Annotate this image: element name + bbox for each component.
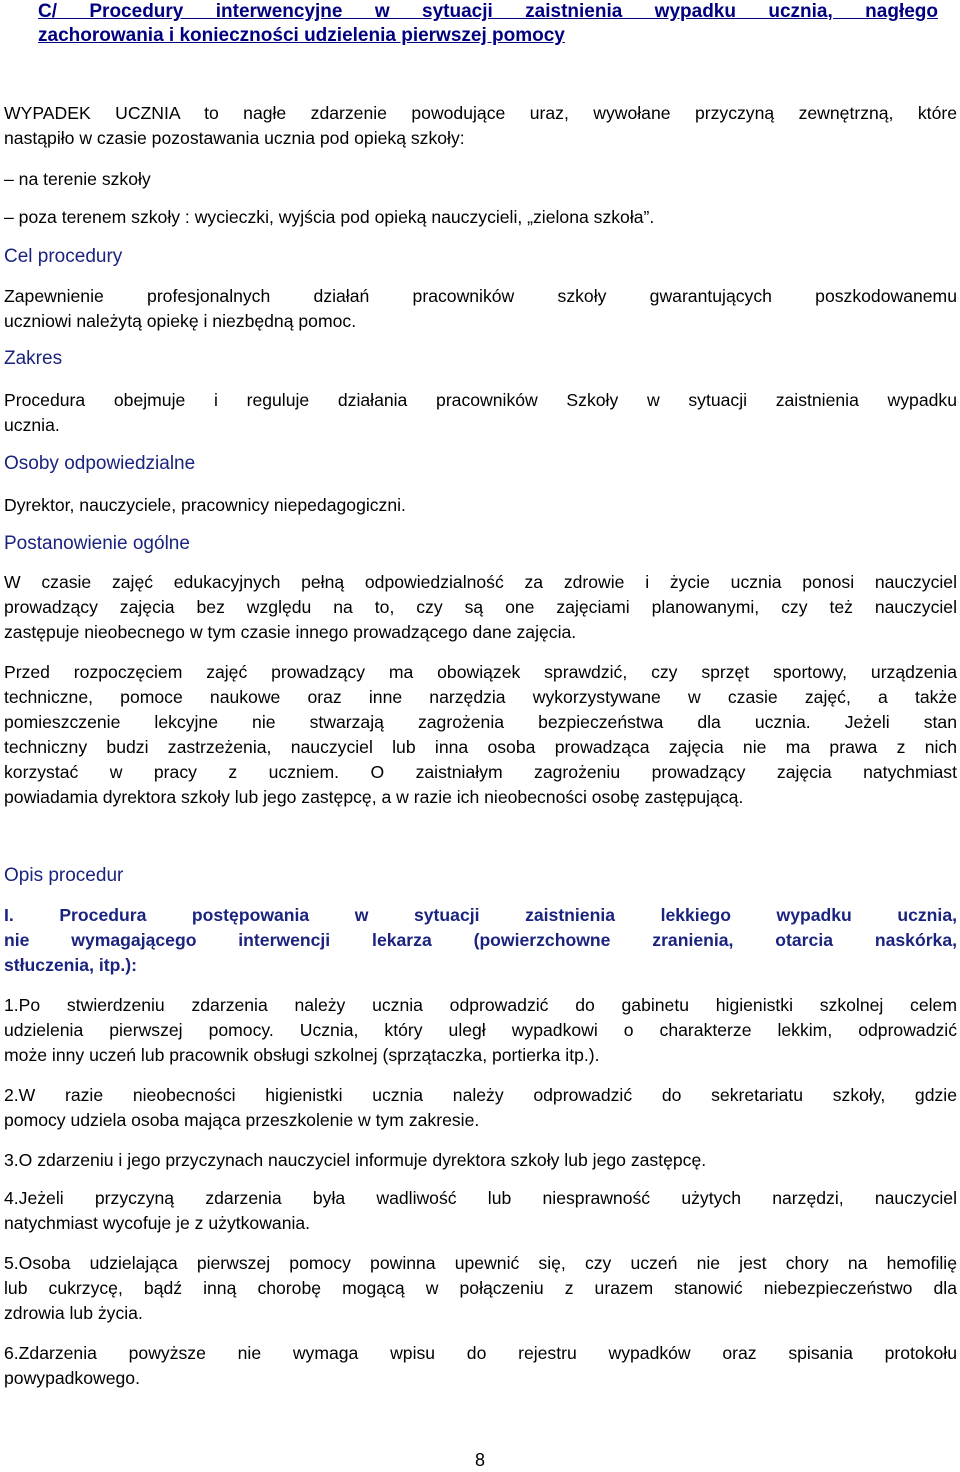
list-item-line: może inny uczeń lub pracownik obsługi szkolnej (sprzątaczka, portierka itp.). (4, 1045, 600, 1065)
list-item-line: pomocy udziela osoba mająca przeszkolenie w tym zakresie. (4, 1110, 480, 1130)
section-heading-cel: Cel procedury (4, 246, 123, 267)
procedure-heading-line: nie wymagającego interwencji lekarza (powierzchowne zranienia, otarcia naskórka, (4, 930, 957, 950)
procedure-heading-line: stłuczenia, itp.): (4, 955, 137, 975)
paragraph-line: zastępuje nieobecnego w tym czasie innego prowadzącego dane zajęcia. (4, 622, 577, 642)
paragraph-line: uczniowi należytą opiekę i niezbędną pomoc. (4, 311, 357, 331)
paragraph-line: Procedura obejmuje i reguluje działania pracowników Szkoły w sytuacji zaistnienia wypadku (4, 390, 957, 410)
paragraph-line: prowadzący zajęcia bez względu na to, czy są one zajęciami planowanymi, czy też nauczyciel (4, 597, 957, 617)
paragraph-line: W czasie zajęć edukacyjnych pełną odpowiedzialność za zdrowie i życie ucznia ponosi nauczyciel (4, 572, 957, 592)
paragraph-line: Zapewnienie profesjonalnych działań pracowników szkoły gwarantujących poszkodowanemu (4, 286, 957, 306)
title-line: C/ Procedury interwencyjne w sytuacji zaistnienia wypadku ucznia, nagłego (38, 1, 938, 22)
list-item-line: natychmiast wycofuje je z użytkowania. (4, 1213, 311, 1233)
list-item-line: powypadkowego. (4, 1368, 140, 1388)
paragraph-line: korzystać w pracy z uczniem. O zaistniałym zagrożeniu prowadzący zajęcia natychmiast (4, 762, 957, 782)
paragraph-line: techniczny budzi zastrzeżenia, nauczyciel lub inna osoba prowadząca zajęcia nie ma prawa z nich (4, 737, 957, 757)
list-item-line: lub cukrzycę, bądź inną chorobę mogącą w połączeniu z urazem stanowić niebezpieczeństwo dla (4, 1278, 957, 1298)
list-item-line: 1.Po stwierdzeniu zdarzenia należy ucznia odprowadzić do gabinetu higienistki szkolnej celem (4, 995, 957, 1015)
list-item-line: zdrowia lub życia. (4, 1303, 143, 1323)
page-number: 8 (474, 1450, 485, 1470)
definition-bullet: – na terenie szkoły (4, 169, 151, 189)
paragraph-line: pomieszczenie lekcyjne nie stwarzają zagrożenia bezpieczeństwa dla ucznia. Jeżeli stan (4, 712, 957, 732)
list-item-line: 2.W razie nieobecności higienistki ucznia należy odprowadzić do sekretariatu szkoły, gdzie (4, 1085, 957, 1105)
list-item-line: 6.Zdarzenia powyższe nie wymaga wpisu do rejestru wypadków oraz spisania protokołu (4, 1343, 957, 1363)
document-title (38, 0, 938, 48)
section-heading-postanowienie: Postanowienie ogólne (4, 533, 190, 554)
section-heading-opis: Opis procedur (4, 865, 124, 886)
definition-line: WYPADEK UCZNIA to nagłe zdarzenie powodujące uraz, wywołane przyczyną zewnętrzną, które (4, 103, 957, 123)
definition-line: nastąpiło w czasie pozostawania ucznia pod opieką szkoły: (4, 128, 465, 148)
section-heading-zakres: Zakres (4, 348, 63, 369)
paragraph-line: Dyrektor, nauczyciele, pracownicy niepedagogiczni. (4, 495, 406, 515)
list-item-line: 4.Jeżeli przyczyną zdarzenia była wadliwość lub niesprawność użytych narzędzi, nauczyciel (4, 1188, 957, 1208)
paragraph-line: techniczne, pomoce naukowe oraz inne narzędzia wykorzystywane w czasie zajęć, a także (4, 687, 957, 707)
paragraph-line: Przed rozpoczęciem zajęć prowadzący ma obowiązek sprawdzić, czy sprzęt sportowy, urządzenia (4, 662, 957, 682)
definition-bullet: – poza terenem szkoły : wycieczki, wyjścia pod opieką nauczycieli, „zielona szkoła”. (4, 207, 655, 227)
list-item-line: 5.Osoba udzielająca pierwszej pomocy powinna upewnić się, czy uczeń nie jest chory na hemofilię (4, 1253, 957, 1273)
title-line: zachorowania i konieczności udzielenia pierwszej pomocy (38, 25, 565, 46)
procedure-heading-line: I. Procedura postępowania w sytuacji zaistnienia lekkiego wypadku ucznia, (4, 905, 957, 925)
list-item-line: 3.O zdarzeniu i jego przyczynach nauczyciel informuje dyrektora szkoły lub jego zastępcę. (4, 1150, 707, 1170)
list-item-line: udzielenia pierwszej pomocy. Ucznia, który uległ wypadkowi o charakterze lekkim, odprowadzić (4, 1020, 957, 1040)
paragraph-line: ucznia. (4, 415, 60, 435)
section-heading-osoby: Osoby odpowiedzialne (4, 453, 196, 474)
paragraph-line: powiadamia dyrektora szkoły lub jego zastępcę, a w razie ich nieobecności osobę zastępującą. (4, 787, 744, 807)
